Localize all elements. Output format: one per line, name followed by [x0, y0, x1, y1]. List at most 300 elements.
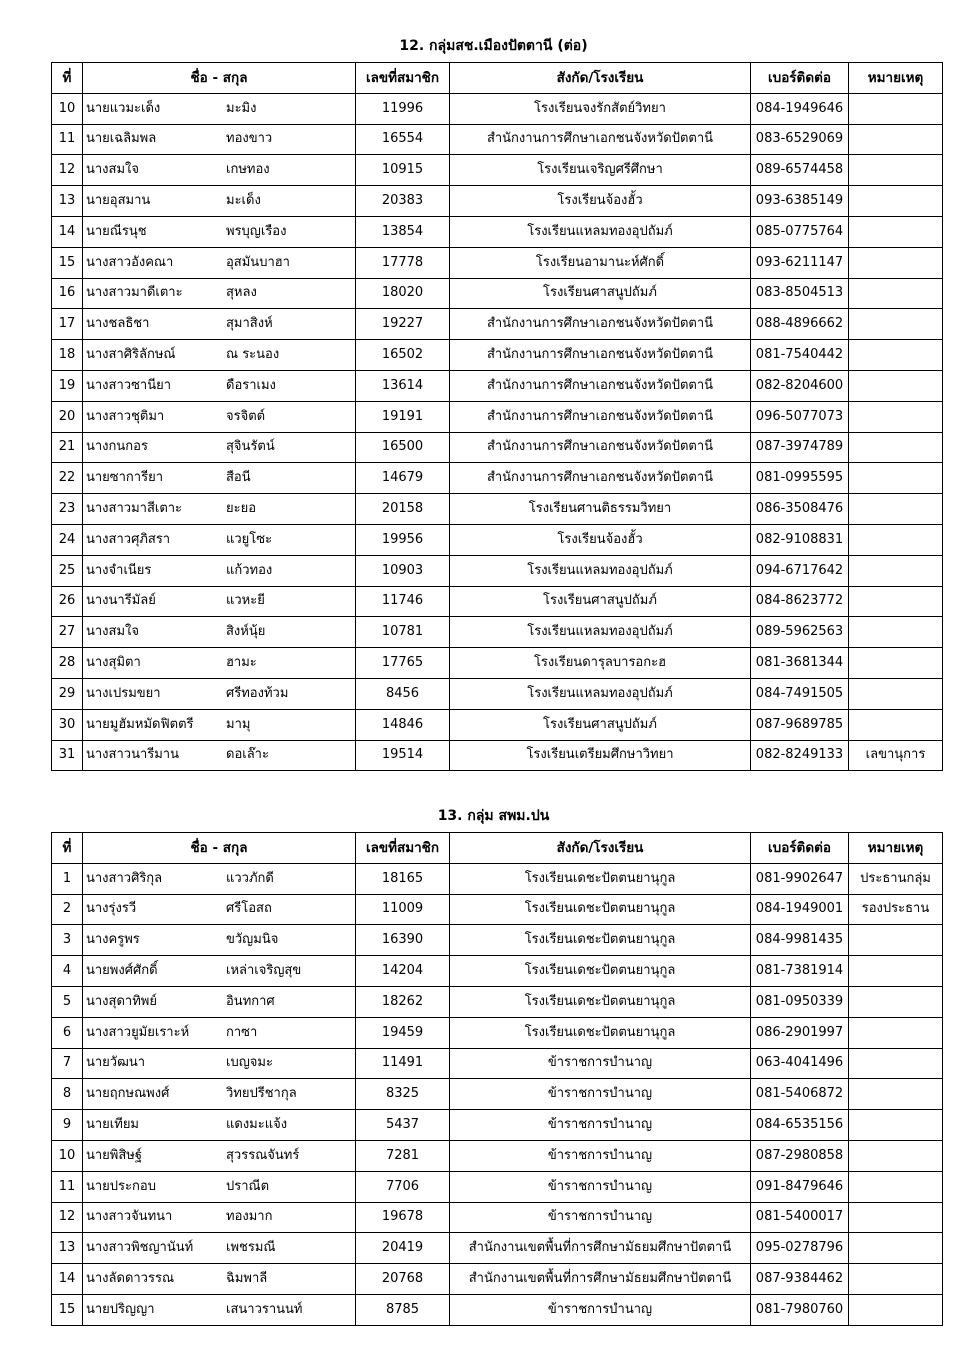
cell-unit: โรงเรียนเดชะปัตตนยานุกูล [450, 863, 751, 894]
last-name: เสนาวรานนท์ [226, 1301, 303, 1317]
cell-unit: โรงเรียนเดชะปัตตนยานุกูล [450, 956, 751, 987]
cell-name [83, 1264, 356, 1295]
cell-note [849, 1110, 943, 1141]
first-name: นายประกอบ [86, 1178, 156, 1194]
cell-note [849, 524, 943, 555]
last-name: ฉิมพาลี [226, 1271, 268, 1287]
cell-phone: 082-8249133 [751, 740, 849, 771]
cell-name [83, 617, 356, 648]
cell-name [83, 432, 356, 463]
cell-unit: สำนักงานการศึกษาเอกชนจังหวัดปัตตานี [450, 124, 751, 155]
table-row [52, 216, 943, 247]
cell-unit: ข้าราชการบำนาญ [450, 1202, 751, 1233]
table-row [52, 1264, 943, 1295]
cell-member-no: 18165 [356, 863, 450, 894]
cell-name [83, 709, 356, 740]
first-name: นางครูพร [86, 932, 140, 948]
cell-phone: 086-2901997 [751, 1017, 849, 1048]
first-name: นายซาการียา [86, 470, 163, 486]
cell-no: 7 [52, 1048, 83, 1079]
cell-unit: โรงเรียนเดชะปัตตนยานุกูล [450, 925, 751, 956]
cell-phone: 089-6574458 [751, 155, 849, 186]
cell-no: 28 [52, 648, 83, 679]
member-table [51, 62, 943, 771]
cell-name [83, 1294, 356, 1325]
cell-unit: สำนักงานเขตพื้นที่การศึกษามัธยมศึกษาปัตตานี [450, 1264, 751, 1295]
cell-name [83, 1140, 356, 1171]
cell-no: 21 [52, 432, 83, 463]
cell-phone: 084-8623772 [751, 586, 849, 617]
cell-unit: โรงเรียนเดชะปัตตนยานุกูล [450, 894, 751, 925]
table-row [52, 1017, 943, 1048]
last-name: ดอเล๊าะ [226, 747, 269, 763]
cell-unit: โรงเรียนจ้องฮั้ว [450, 524, 751, 555]
first-name: นางสาวซานียา [86, 377, 171, 393]
last-name: ทองมาก [226, 1209, 273, 1225]
cell-no: 22 [52, 463, 83, 494]
table-row [52, 247, 943, 278]
cell-member-no: 5437 [356, 1110, 450, 1141]
cell-member-no: 17765 [356, 648, 450, 679]
cell-name [83, 524, 356, 555]
table-row [52, 278, 943, 309]
cell-unit: โรงเรียนศานติธรรมวิทยา [450, 494, 751, 525]
cell-no: 11 [52, 124, 83, 155]
cell-note [849, 617, 943, 648]
cell-note [849, 956, 943, 987]
last-name: สุหลง [226, 285, 257, 301]
cell-no: 31 [52, 740, 83, 771]
cell-unit: สำนักงานการศึกษาเอกชนจังหวัดปัตตานี [450, 340, 751, 371]
last-name: เบญจมะ [226, 1055, 273, 1071]
cell-member-no: 14204 [356, 956, 450, 987]
cell-phone: 094-6717642 [751, 555, 849, 586]
cell-name [83, 247, 356, 278]
cell-member-no: 17778 [356, 247, 450, 278]
header-name: ชื่อ - สกุล [83, 833, 356, 864]
table-row [52, 155, 943, 186]
cell-unit: โรงเรียนดารุลบารอกะฮ [450, 648, 751, 679]
last-name: ณ ระนอง [226, 347, 280, 363]
cell-unit: สำนักงานเขตพื้นที่การศึกษามัธยมศึกษาปัตตานี [450, 1233, 751, 1264]
table-row [52, 1048, 943, 1079]
cell-phone: 093-6211147 [751, 247, 849, 278]
cell-member-no: 11996 [356, 93, 450, 124]
first-name: นางสาวจันทนา [86, 1209, 173, 1225]
cell-name [83, 1171, 356, 1202]
cell-no: 17 [52, 309, 83, 340]
cell-member-no: 19227 [356, 309, 450, 340]
first-name: นางสมใจ [86, 162, 140, 178]
last-name: ขวัญมนิจ [226, 932, 279, 948]
cell-phone: 087-9384462 [751, 1264, 849, 1295]
cell-no: 9 [52, 1110, 83, 1141]
cell-member-no: 20383 [356, 186, 450, 217]
cell-unit: โรงเรียนศาสนูปถัมภ์ [450, 709, 751, 740]
table-row [52, 401, 943, 432]
header-unit: สังกัด/โรงเรียน [450, 63, 751, 94]
cell-unit: ข้าราชการบำนาญ [450, 1294, 751, 1325]
cell-unit: สำนักงานการศึกษาเอกชนจังหวัดปัตตานี [450, 463, 751, 494]
cell-name [83, 1110, 356, 1141]
cell-note [849, 432, 943, 463]
cell-member-no: 11746 [356, 586, 450, 617]
cell-no: 29 [52, 678, 83, 709]
cell-name [83, 370, 356, 401]
cell-name [83, 740, 356, 771]
cell-no: 18 [52, 340, 83, 371]
first-name: นางนารีมัลย์ [86, 593, 156, 609]
cell-name [83, 186, 356, 217]
cell-note [849, 986, 943, 1017]
cell-note [849, 1079, 943, 1110]
table-row [52, 555, 943, 586]
table-row [52, 986, 943, 1017]
cell-unit: โรงเรียนแหลมทองอุปถัมภ์ [450, 617, 751, 648]
header-member-no: เลขที่สมาชิก [356, 833, 450, 864]
cell-phone: 081-0995595 [751, 463, 849, 494]
cell-phone: 087-3974789 [751, 432, 849, 463]
cell-phone: 084-6535156 [751, 1110, 849, 1141]
last-name: วิทยปรีชากุล [226, 1086, 297, 1102]
first-name: นายมูฮัมหมัดฟิตตรี [86, 716, 194, 732]
cell-member-no: 8456 [356, 678, 450, 709]
first-name: นายแวมะเด็ง [86, 100, 161, 116]
cell-member-no: 20158 [356, 494, 450, 525]
cell-note [849, 340, 943, 371]
cell-note [849, 401, 943, 432]
first-name: นางสมใจ [86, 624, 140, 640]
table-row [52, 617, 943, 648]
cell-member-no: 19514 [356, 740, 450, 771]
cell-member-no: 10915 [356, 155, 450, 186]
first-name: นางสาวอังคณา [86, 254, 174, 270]
last-name: ปราณีต [226, 1178, 270, 1194]
cell-no: 14 [52, 216, 83, 247]
cell-note [849, 1233, 943, 1264]
table-body [52, 863, 943, 1325]
cell-note [849, 494, 943, 525]
first-name: นายฤกษณพงศ์ [86, 1086, 170, 1102]
cell-phone: 084-1949001 [751, 894, 849, 925]
table-row [52, 925, 943, 956]
cell-note [849, 1294, 943, 1325]
first-name: นายวัฒนา [86, 1055, 146, 1071]
table-row [52, 524, 943, 555]
cell-unit: โรงเรียนแหลมทองอุปถัมภ์ [450, 678, 751, 709]
header-name: ชื่อ - สกุล [83, 63, 356, 94]
table-header-row [52, 63, 943, 94]
cell-note [849, 925, 943, 956]
cell-name [83, 93, 356, 124]
cell-phone: 091-8479646 [751, 1171, 849, 1202]
cell-no: 24 [52, 524, 83, 555]
cell-phone: 081-7540442 [751, 340, 849, 371]
last-name: มะมิง [226, 100, 257, 116]
cell-name [83, 678, 356, 709]
cell-name [83, 1048, 356, 1079]
cell-member-no: 8325 [356, 1079, 450, 1110]
last-name: แววภักดี [226, 870, 274, 886]
cell-name [83, 586, 356, 617]
last-name: สุมาสิงห์ [226, 316, 273, 332]
cell-no: 20 [52, 401, 83, 432]
cell-unit: โรงเรียนอามานะห์ศักดิ์ [450, 247, 751, 278]
cell-name [83, 340, 356, 371]
last-name: มามุ [226, 716, 251, 732]
section-title: 13. กลุ่ม สพม.ปน [437, 808, 550, 824]
header-no: ที่ [52, 833, 83, 864]
first-name: นางสาวมาดีเตาะ [86, 285, 183, 301]
cell-name [83, 648, 356, 679]
cell-phone: 081-0950339 [751, 986, 849, 1017]
header-note: หมายเหตุ [849, 833, 943, 864]
cell-phone: 084-1949646 [751, 93, 849, 124]
cell-name [83, 124, 356, 155]
cell-phone: 083-8504513 [751, 278, 849, 309]
last-name: พรบุญเรือง [226, 223, 287, 239]
cell-name [83, 401, 356, 432]
last-name: เกษทอง [226, 162, 270, 178]
cell-member-no: 14679 [356, 463, 450, 494]
last-name: สือนี [226, 470, 251, 486]
cell-unit: โรงเรียนศาสนูปถัมภ์ [450, 278, 751, 309]
table-row [52, 340, 943, 371]
cell-name [83, 986, 356, 1017]
cell-phone: 082-9108831 [751, 524, 849, 555]
cell-unit: ข้าราชการบำนาญ [450, 1110, 751, 1141]
last-name: อุสมันบาฮา [226, 254, 290, 270]
cell-unit: สำนักงานการศึกษาเอกชนจังหวัดปัตตานี [450, 370, 751, 401]
cell-phone: 063-4041496 [751, 1048, 849, 1079]
cell-unit: โรงเรียนจ้องฮั้ว [450, 186, 751, 217]
cell-member-no: 20419 [356, 1233, 450, 1264]
cell-no: 1 [52, 863, 83, 894]
table-row [52, 432, 943, 463]
cell-member-no: 13614 [356, 370, 450, 401]
cell-name [83, 216, 356, 247]
last-name: เพชรมณี [226, 1240, 276, 1256]
cell-note [849, 709, 943, 740]
header-phone: เบอร์ติดต่อ [751, 833, 849, 864]
cell-unit: โรงเรียนศาสนูปถัมภ์ [450, 586, 751, 617]
cell-name [83, 1017, 356, 1048]
cell-no: 30 [52, 709, 83, 740]
first-name: นางสุมิตา [86, 655, 141, 671]
table-row [52, 1110, 943, 1141]
first-name: นางสาวศุภิสรา [86, 531, 171, 547]
cell-note: เลขานุการ [849, 740, 943, 771]
table-row [52, 309, 943, 340]
cell-member-no: 18262 [356, 986, 450, 1017]
cell-unit: โรงเรียนจงรักสัตย์วิทยา [450, 93, 751, 124]
cell-phone: 084-9981435 [751, 925, 849, 956]
table-row [52, 494, 943, 525]
cell-member-no: 16500 [356, 432, 450, 463]
cell-no: 14 [52, 1264, 83, 1295]
first-name: นายปริญญา [86, 1301, 155, 1317]
cell-member-no: 19191 [356, 401, 450, 432]
first-name: นางเปรมขยา [86, 685, 161, 701]
cell-no: 15 [52, 1294, 83, 1325]
cell-no: 16 [52, 278, 83, 309]
cell-phone: 083-6529069 [751, 124, 849, 155]
cell-name [83, 309, 356, 340]
cell-note [849, 247, 943, 278]
cell-note [849, 1048, 943, 1079]
cell-member-no: 10781 [356, 617, 450, 648]
cell-note [849, 1171, 943, 1202]
cell-member-no: 13854 [356, 216, 450, 247]
first-name: นายเฉลิมพล [86, 131, 157, 147]
last-name: จรจิตต์ [226, 408, 266, 424]
cell-member-no: 16502 [356, 340, 450, 371]
cell-note [849, 678, 943, 709]
last-name: สุวรรณจันทร์ [226, 1147, 300, 1163]
cell-note [849, 463, 943, 494]
last-name: แวหะยี [226, 593, 265, 609]
cell-member-no: 14846 [356, 709, 450, 740]
table-row [52, 1079, 943, 1110]
cell-name [83, 1079, 356, 1110]
cell-note [849, 155, 943, 186]
cell-phone: 085-0775764 [751, 216, 849, 247]
table-row [52, 370, 943, 401]
last-name: แก้วทอง [226, 562, 273, 578]
cell-no: 8 [52, 1079, 83, 1110]
cell-member-no: 16390 [356, 925, 450, 956]
first-name: นางสาวชุติมา [86, 408, 165, 424]
cell-unit: โรงเรียนเจริญศรีศึกษา [450, 155, 751, 186]
first-name: นายอุสมาน [86, 193, 151, 209]
first-name: นายณีรนุช [86, 223, 147, 239]
cell-member-no: 7281 [356, 1140, 450, 1171]
cell-note [849, 586, 943, 617]
header-phone: เบอร์ติดต่อ [751, 63, 849, 94]
cell-note [849, 278, 943, 309]
cell-name [83, 1233, 356, 1264]
cell-phone: 082-8204600 [751, 370, 849, 401]
cell-no: 10 [52, 1140, 83, 1171]
cell-no: 4 [52, 956, 83, 987]
cell-name [83, 155, 356, 186]
cell-note [849, 1264, 943, 1295]
cell-name [83, 956, 356, 987]
cell-phone: 081-7381914 [751, 956, 849, 987]
header-no: ที่ [52, 63, 83, 94]
cell-note [849, 93, 943, 124]
last-name: ศรีทองท้วม [226, 685, 289, 701]
cell-note [849, 1017, 943, 1048]
cell-no: 19 [52, 370, 83, 401]
last-name: เหล่าเจริญสุข [226, 963, 302, 979]
first-name: นางสาวนารีมาน [86, 747, 179, 763]
last-name: ฮามะ [226, 655, 257, 671]
table-header-row [52, 833, 943, 864]
table-row [52, 124, 943, 155]
cell-name [83, 494, 356, 525]
first-name: นางสาวศิริกุล [86, 870, 163, 886]
cell-member-no: 7706 [356, 1171, 450, 1202]
first-name: นายพงศ์ศักดิ์ [86, 963, 158, 979]
cell-name [83, 925, 356, 956]
cell-phone: 093-6385149 [751, 186, 849, 217]
last-name: ดือราเมง [226, 377, 276, 393]
table-row [52, 186, 943, 217]
header-member-no: เลขที่สมาชิก [356, 63, 450, 94]
cell-no: 25 [52, 555, 83, 586]
cell-member-no: 16554 [356, 124, 450, 155]
last-name: ยะยอ [226, 501, 257, 517]
cell-no: 15 [52, 247, 83, 278]
first-name: นางกนกอร [86, 439, 148, 455]
first-name: นางสาวพิชญานันท์ [86, 1240, 194, 1256]
cell-note: ประธานกลุ่ม [849, 863, 943, 894]
table-row [52, 93, 943, 124]
cell-phone: 087-9689785 [751, 709, 849, 740]
cell-no: 3 [52, 925, 83, 956]
cell-unit: โรงเรียนแหลมทองอุปถัมภ์ [450, 216, 751, 247]
table-row [52, 586, 943, 617]
last-name: แวยูโซะ [226, 531, 273, 547]
cell-note [849, 124, 943, 155]
cell-unit: ข้าราชการบำนาญ [450, 1079, 751, 1110]
cell-phone: 095-0278796 [751, 1233, 849, 1264]
cell-unit: ข้าราชการบำนาญ [450, 1171, 751, 1202]
cell-name [83, 555, 356, 586]
cell-unit: ข้าราชการบำนาญ [450, 1140, 751, 1171]
table-row [52, 740, 943, 771]
table-body [52, 93, 943, 771]
cell-note [849, 1202, 943, 1233]
first-name: นางสาศิริลักษณ์ [86, 347, 176, 363]
first-name: นางสาวยูมัยเราะห์ [86, 1024, 190, 1040]
cell-member-no: 11491 [356, 1048, 450, 1079]
table-row [52, 894, 943, 925]
cell-no: 23 [52, 494, 83, 525]
first-name: นางชลธิชา [86, 316, 150, 332]
first-name: นางรุ่งรวี [86, 901, 137, 917]
first-name: นางลัดดาวรรณ [86, 1271, 175, 1287]
cell-unit: สำนักงานการศึกษาเอกชนจังหวัดปัตตานี [450, 309, 751, 340]
cell-note [849, 1140, 943, 1171]
cell-unit: โรงเรียนเดชะปัตตนยานุกูล [450, 1017, 751, 1048]
first-name: นายพิสิษฐ์ [86, 1147, 143, 1163]
cell-member-no: 20768 [356, 1264, 450, 1295]
table-row [52, 678, 943, 709]
cell-member-no: 18020 [356, 278, 450, 309]
table-row [52, 863, 943, 894]
cell-no: 12 [52, 155, 83, 186]
cell-no: 2 [52, 894, 83, 925]
cell-phone: 087-2980858 [751, 1140, 849, 1171]
cell-unit: สำนักงานการศึกษาเอกชนจังหวัดปัตตานี [450, 401, 751, 432]
table-row [52, 1171, 943, 1202]
cell-no: 13 [52, 1233, 83, 1264]
section-title: 12. กลุ่มสช.เมืองปัตตานี (ต่อ) [399, 38, 588, 54]
cell-phone: 081-5406872 [751, 1079, 849, 1110]
table-row [52, 1202, 943, 1233]
cell-no: 11 [52, 1171, 83, 1202]
cell-note [849, 370, 943, 401]
last-name: มะเด็ง [226, 193, 261, 209]
table-row [52, 709, 943, 740]
cell-note [849, 216, 943, 247]
last-name: ศรีโอสถ [226, 901, 272, 917]
cell-no: 12 [52, 1202, 83, 1233]
cell-phone: 081-3681344 [751, 648, 849, 679]
cell-note: รองประธาน [849, 894, 943, 925]
